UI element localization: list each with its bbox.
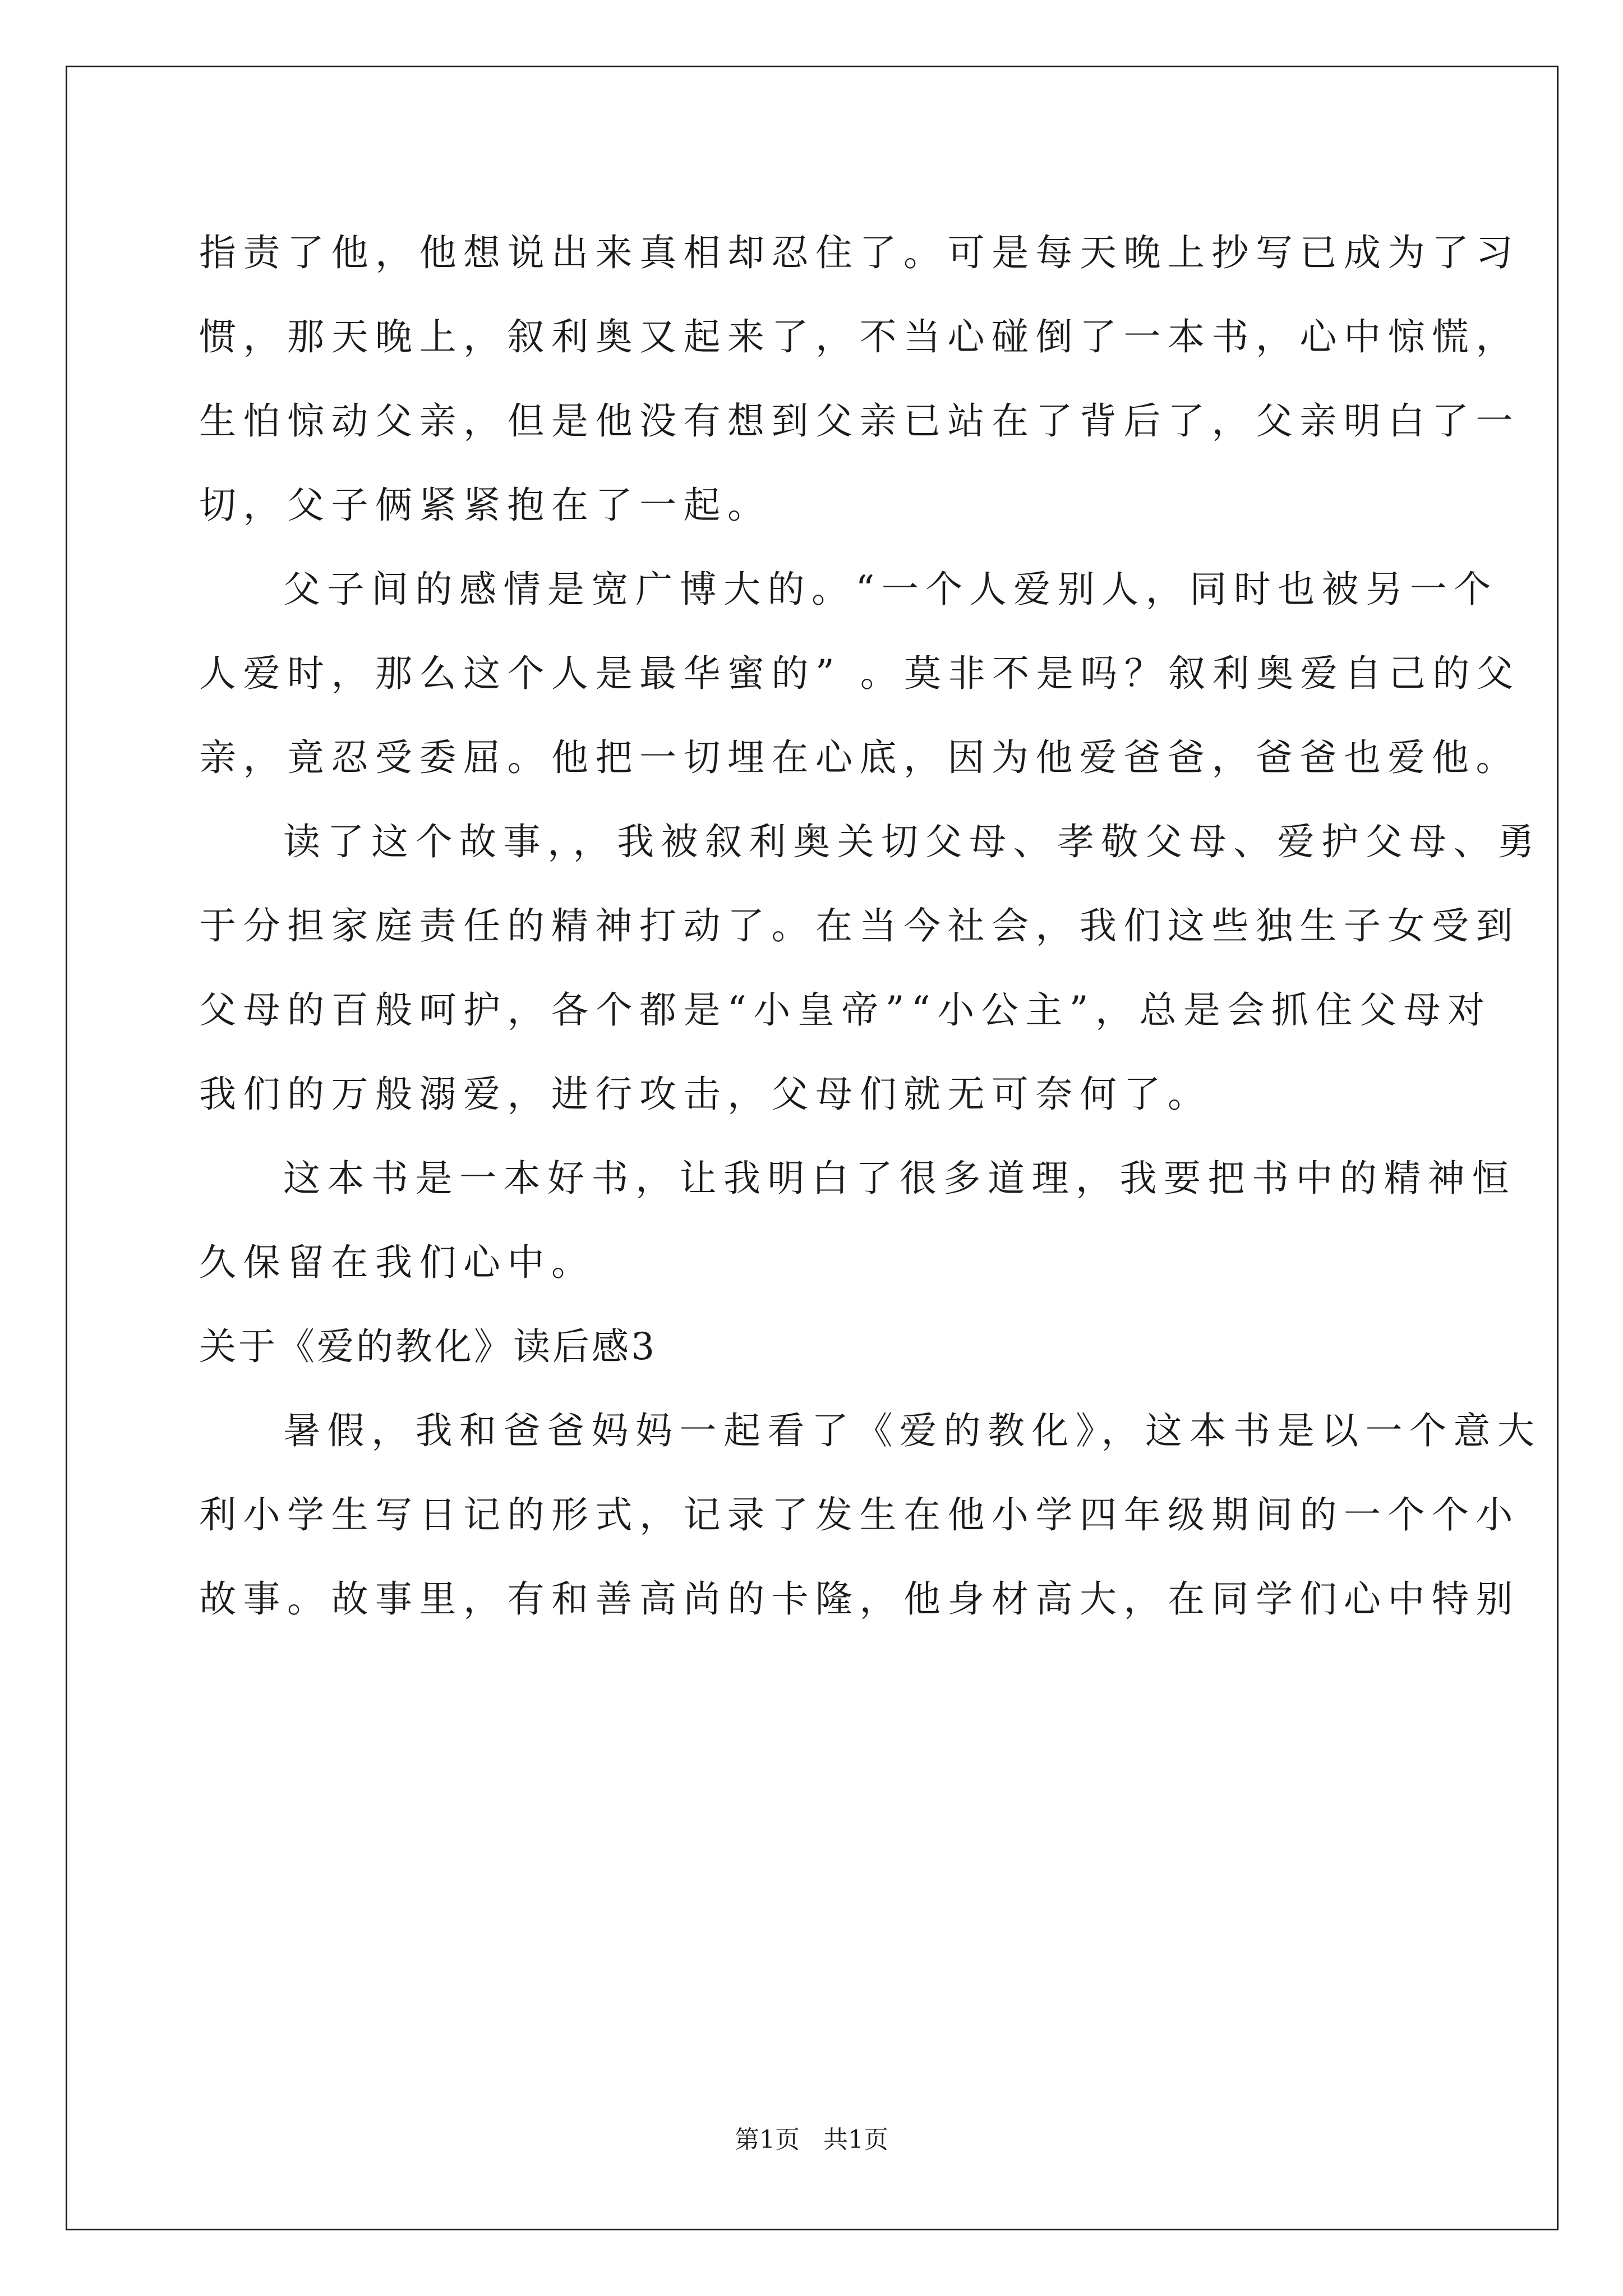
body-text-line: 指责了他，他想说出来真相却忍住了。可是每天晚上抄写已成为了习 [199, 231, 1520, 274]
body-text-line: 亲，竟忍受委屈。他把一切埋在心底，因为他爱爸爸，爸爸也爱他。 [199, 736, 1520, 779]
body-text-line: 父母的百般呵护，各个都是“小皇帝”“小公主”，总是会抓住父母对 [199, 988, 1492, 1032]
body-text-line: 久保留在我们心中。 [199, 1241, 596, 1284]
body-text-line: 人爱时，那么这个人是最华蜜的” 。莫非不是吗？叙利奥爱自己的父 [199, 652, 1521, 695]
page-border [66, 66, 1559, 2230]
body-text-line: 利小学生写日记的形式，记录了发生在他小学四年级期间的一个个小 [199, 1493, 1520, 1536]
body-text-line: 生怕惊动父亲，但是他没有想到父亲已站在了背后了，父亲明白了一 [199, 399, 1520, 443]
paragraph-start-line: 父子间的感情是宽广博大的。“一个人爱别人，同时也被另一个 [283, 568, 1498, 611]
paragraph-start-line: 暑假，我和爸爸妈妈一起看了《爱的教化》，这本书是以一个意大 [283, 1409, 1542, 1452]
body-text-line: 故事。故事里，有和善高尚的卡隆，他身材高大，在同学们心中特别 [199, 1577, 1520, 1621]
paragraph-start-line: 读了这个故事，，我被叙利奥关切父母、孝敬父母、爱护父母、勇 [283, 820, 1542, 863]
paragraph-start-line: 这本书是一本好书，让我明白了很多道理，我要把书中的精神恒 [283, 1157, 1516, 1200]
body-text-line: 切，父子俩紧紧抱在了一起。 [199, 484, 772, 527]
page-footer: 第1页 共1页 [735, 2125, 888, 2154]
body-text-line: 于分担家庭责任的精神打动了。在当今社会，我们这些独生子女受到 [199, 904, 1520, 947]
body-text-line: 我们的万般溺爱，进行攻击，父母们就无可奈何了。 [199, 1073, 1212, 1116]
body-text-line: 惯，那天晚上，叙利奥又起来了，不当心碰倒了一本书，心中惊慌， [199, 315, 1520, 358]
section-heading: 关于《爱的教化》读后感3 [199, 1325, 657, 1368]
